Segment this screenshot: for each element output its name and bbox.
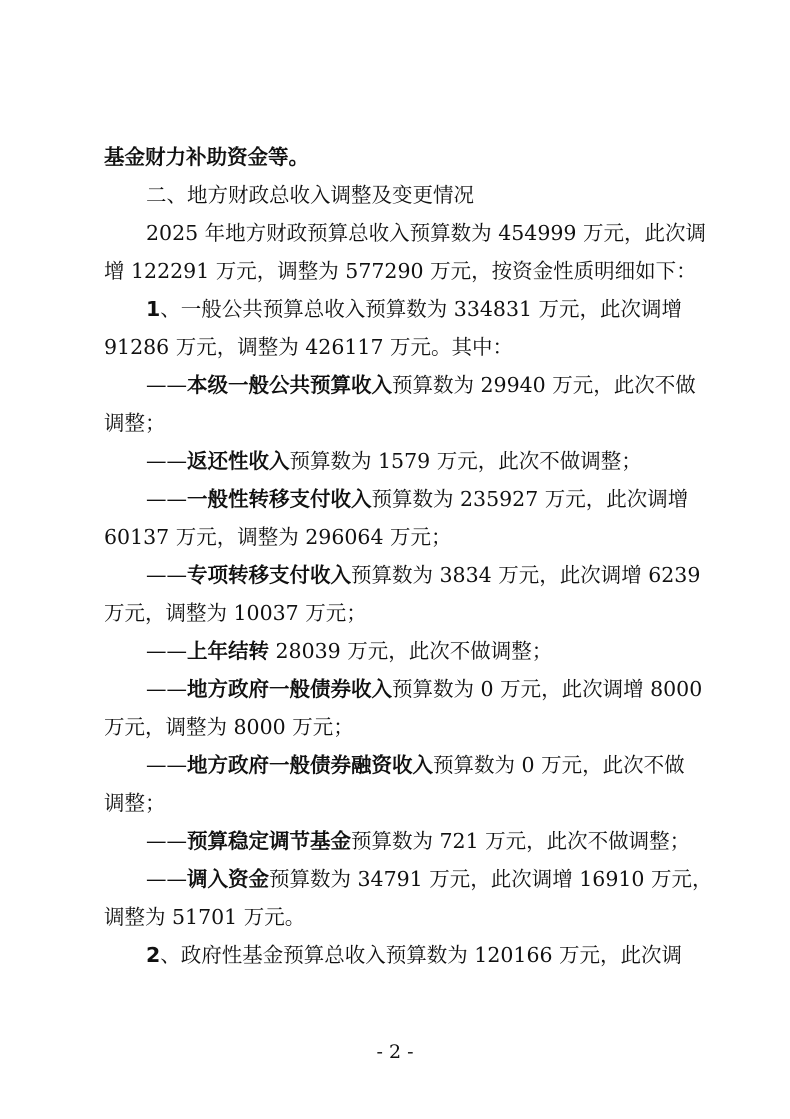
text-line: 2025 年地方财政预算总收入预算数为 454999 万元，此次调 [146, 221, 706, 245]
text-line: 万元，调整为 8000 万元； [104, 715, 354, 739]
list-item: ——调入资金预算数为 34791 万元，此次调增 16910 万元， [146, 867, 713, 891]
text-line: 基金财力补助资金等。 [104, 145, 309, 169]
text-line: 60137 万元，调整为 296064 万元； [104, 525, 452, 549]
list-item: ——返还性收入预算数为 1579 万元，此次不做调整； [146, 449, 642, 473]
list-item: ——上年结转 28039 万元，此次不做调整； [146, 639, 553, 663]
text-line: 调整； [104, 411, 166, 435]
list-item: ——本级一般公共预算收入预算数为 29940 万元，此次不做 [146, 373, 696, 397]
text-line: 调整为 51701 万元。 [104, 905, 306, 929]
list-item: ——专项转移支付收入预算数为 3834 万元，此次调增 6239 [146, 563, 701, 587]
list-item: ——地方政府一般债券融资收入预算数为 0 万元，此次不做 [146, 753, 685, 777]
page-number: - 2 - [376, 1041, 414, 1063]
text-line: 1、一般公共预算总收入预算数为 334831 万元，此次调增 [146, 297, 683, 321]
section-heading: 二、地方财政总收入调整及变更情况 [146, 183, 474, 207]
text-line: 调整； [104, 791, 166, 815]
list-item: ——地方政府一般债券收入预算数为 0 万元，此次调增 8000 [146, 677, 703, 701]
list-item: ——预算稳定调节基金预算数为 721 万元，此次不做调整； [146, 829, 691, 853]
text-line: 2、政府性基金预算总收入预算数为 120166 万元，此次调 [146, 943, 683, 967]
text-line: 91286 万元，调整为 426117 万元。其中： [104, 335, 514, 359]
list-item: ——一般性转移支付收入预算数为 235927 万元，此次调增 [146, 487, 689, 511]
text-line: 万元，调整为 10037 万元； [104, 601, 367, 625]
text-line: 增 122291 万元，调整为 577290 万元，按资金性质明细如下： [104, 259, 697, 283]
